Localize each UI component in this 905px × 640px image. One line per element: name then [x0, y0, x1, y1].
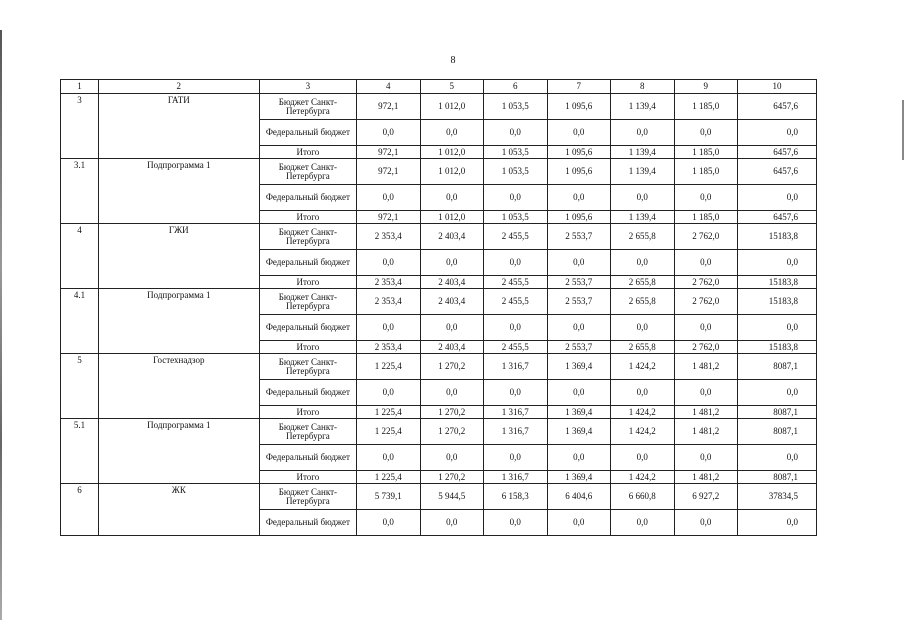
- year-value: 0,0: [674, 185, 738, 211]
- year-value: 2 455,5: [484, 289, 548, 315]
- year-value: 1 270,2: [420, 406, 484, 419]
- year-value: 972,1: [357, 211, 421, 224]
- table-row: [61, 289, 817, 315]
- column-header: 6: [484, 80, 548, 94]
- year-value: 1 139,4: [611, 211, 675, 224]
- year-value: 6 158,3: [484, 484, 548, 510]
- year-value: 0,0: [547, 185, 611, 211]
- year-value: 1 369,4: [547, 471, 611, 484]
- year-value: 2 353,4: [357, 289, 421, 315]
- organization-name: Подпрограмма 1: [98, 159, 259, 224]
- year-value: 2 655,8: [611, 224, 675, 250]
- total-value: 15183,8: [738, 341, 817, 354]
- year-value: 1 012,0: [420, 146, 484, 159]
- year-value: 0,0: [484, 445, 548, 471]
- table-row: [61, 159, 817, 185]
- total-value: 0,0: [738, 510, 817, 536]
- year-value: 0,0: [484, 250, 548, 276]
- year-value: 1 095,6: [547, 211, 611, 224]
- year-value: 2 762,0: [674, 224, 738, 250]
- row-number: 5.1: [61, 419, 99, 484]
- year-value: 1 095,6: [547, 146, 611, 159]
- total-value: 6457,6: [738, 159, 817, 185]
- funding-source: Итого: [259, 146, 356, 159]
- row-number: 3: [61, 94, 99, 159]
- year-value: 1 053,5: [484, 146, 548, 159]
- year-value: 2 655,8: [611, 276, 675, 289]
- year-value: 1 185,0: [674, 159, 738, 185]
- year-value: 1 012,0: [420, 159, 484, 185]
- scan-edge-left: [0, 30, 2, 620]
- funding-source: Бюджет Санкт-Петербурга: [259, 484, 356, 510]
- year-value: 0,0: [420, 510, 484, 536]
- table-row: [61, 484, 817, 510]
- organization-name: ГЖИ: [98, 224, 259, 289]
- year-value: 1 095,6: [547, 159, 611, 185]
- year-value: 0,0: [420, 380, 484, 406]
- year-value: 2 455,5: [484, 341, 548, 354]
- year-value: 2 403,4: [420, 289, 484, 315]
- table-row: [61, 224, 817, 250]
- funding-source: Федеральный бюджет: [259, 380, 356, 406]
- row-number: 4.1: [61, 289, 99, 354]
- year-value: 0,0: [547, 380, 611, 406]
- year-value: 0,0: [547, 120, 611, 146]
- year-value: 2 455,5: [484, 224, 548, 250]
- table-row: [61, 419, 817, 445]
- year-value: 1 185,0: [674, 146, 738, 159]
- year-value: 0,0: [357, 445, 421, 471]
- year-value: 1 139,4: [611, 146, 675, 159]
- year-value: 1 481,2: [674, 354, 738, 380]
- header-row: [61, 80, 817, 94]
- year-value: 0,0: [420, 445, 484, 471]
- row-number: 6: [61, 484, 99, 536]
- row-number: 5: [61, 354, 99, 419]
- year-value: 1 316,7: [484, 354, 548, 380]
- year-value: 5 739,1: [357, 484, 421, 510]
- year-value: 0,0: [674, 250, 738, 276]
- year-value: 2 655,8: [611, 341, 675, 354]
- total-value: 0,0: [738, 250, 817, 276]
- funding-source: Федеральный бюджет: [259, 445, 356, 471]
- year-value: 0,0: [484, 315, 548, 341]
- funding-source: Федеральный бюджет: [259, 315, 356, 341]
- page-number: 8: [450, 55, 456, 66]
- total-value: 8087,1: [738, 354, 817, 380]
- year-value: 1 369,4: [547, 419, 611, 445]
- year-value: 1 225,4: [357, 354, 421, 380]
- year-value: 1 225,4: [357, 419, 421, 445]
- year-value: 2 553,7: [547, 289, 611, 315]
- year-value: 1 481,2: [674, 419, 738, 445]
- year-value: 6 927,2: [674, 484, 738, 510]
- total-value: 0,0: [738, 185, 817, 211]
- year-value: 0,0: [547, 315, 611, 341]
- year-value: 1 316,7: [484, 419, 548, 445]
- year-value: 972,1: [357, 146, 421, 159]
- total-value: 6457,6: [738, 94, 817, 120]
- funding-source: Бюджет Санкт-Петербурга: [259, 224, 356, 250]
- funding-source: Бюджет Санкт-Петербурга: [259, 94, 356, 120]
- year-value: 0,0: [611, 380, 675, 406]
- year-value: 1 270,2: [420, 471, 484, 484]
- year-value: 2 553,7: [547, 341, 611, 354]
- column-header: 9: [674, 80, 738, 94]
- year-value: 6 660,8: [611, 484, 675, 510]
- year-value: 1 424,2: [611, 471, 675, 484]
- column-header: 8: [611, 80, 675, 94]
- row-number: 4: [61, 224, 99, 289]
- total-value: 15183,8: [738, 289, 817, 315]
- year-value: 1 185,0: [674, 94, 738, 120]
- funding-source: Итого: [259, 471, 356, 484]
- year-value: 0,0: [420, 120, 484, 146]
- year-value: 0,0: [484, 380, 548, 406]
- year-value: 2 762,0: [674, 341, 738, 354]
- year-value: 1 139,4: [611, 94, 675, 120]
- funding-source: Федеральный бюджет: [259, 185, 356, 211]
- year-value: 1 481,2: [674, 471, 738, 484]
- year-value: 1 270,2: [420, 419, 484, 445]
- total-value: 37834,5: [738, 484, 817, 510]
- funding-source: Бюджет Санкт-Петербурга: [259, 354, 356, 380]
- year-value: 1 053,5: [484, 211, 548, 224]
- year-value: 0,0: [547, 250, 611, 276]
- year-value: 2 455,5: [484, 276, 548, 289]
- year-value: 0,0: [357, 250, 421, 276]
- year-value: 972,1: [357, 159, 421, 185]
- budget-table: [60, 79, 817, 536]
- year-value: 1 185,0: [674, 211, 738, 224]
- total-value: 8087,1: [738, 419, 817, 445]
- funding-source: Итого: [259, 211, 356, 224]
- year-value: 2 655,8: [611, 289, 675, 315]
- year-value: 1 139,4: [611, 159, 675, 185]
- year-value: 1 225,4: [357, 406, 421, 419]
- year-value: 2 403,4: [420, 341, 484, 354]
- year-value: 0,0: [357, 315, 421, 341]
- table-body: [61, 80, 817, 536]
- year-value: 2 553,7: [547, 224, 611, 250]
- row-number: 3.1: [61, 159, 99, 224]
- year-value: 2 553,7: [547, 276, 611, 289]
- funding-source: Итого: [259, 406, 356, 419]
- year-value: 0,0: [674, 315, 738, 341]
- year-value: 0,0: [674, 510, 738, 536]
- total-value: 0,0: [738, 380, 817, 406]
- organization-name: Гостехнадзор: [98, 354, 259, 419]
- column-header: 2: [98, 80, 259, 94]
- year-value: 1 481,2: [674, 406, 738, 419]
- year-value: 0,0: [420, 185, 484, 211]
- year-value: 972,1: [357, 94, 421, 120]
- year-value: 2 403,4: [420, 276, 484, 289]
- year-value: 0,0: [357, 510, 421, 536]
- scan-edge-right: [902, 100, 904, 160]
- table-row: [61, 94, 817, 120]
- organization-name: ГАТИ: [98, 94, 259, 159]
- year-value: 1 053,5: [484, 159, 548, 185]
- column-header: 5: [420, 80, 484, 94]
- year-value: 1 225,4: [357, 471, 421, 484]
- year-value: 0,0: [674, 445, 738, 471]
- year-value: 1 316,7: [484, 471, 548, 484]
- year-value: 1 424,2: [611, 354, 675, 380]
- year-value: 0,0: [674, 380, 738, 406]
- total-value: 15183,8: [738, 224, 817, 250]
- funding-source: Бюджет Санкт-Петербурга: [259, 419, 356, 445]
- year-value: 2 762,0: [674, 276, 738, 289]
- year-value: 0,0: [420, 315, 484, 341]
- year-value: 6 404,6: [547, 484, 611, 510]
- year-value: 1 424,2: [611, 419, 675, 445]
- total-value: 0,0: [738, 445, 817, 471]
- year-value: 0,0: [420, 250, 484, 276]
- funding-source: Федеральный бюджет: [259, 510, 356, 536]
- year-value: 0,0: [484, 120, 548, 146]
- year-value: 2 403,4: [420, 224, 484, 250]
- table-row: [61, 354, 817, 380]
- year-value: 1 369,4: [547, 406, 611, 419]
- year-value: 0,0: [547, 445, 611, 471]
- year-value: 0,0: [674, 120, 738, 146]
- organization-name: Подпрограмма 1: [98, 419, 259, 484]
- year-value: 2 762,0: [674, 289, 738, 315]
- column-header: 10: [738, 80, 817, 94]
- total-value: 8087,1: [738, 406, 817, 419]
- total-value: 0,0: [738, 315, 817, 341]
- year-value: 1 316,7: [484, 406, 548, 419]
- total-value: 15183,8: [738, 276, 817, 289]
- total-value: 0,0: [738, 120, 817, 146]
- year-value: 1 012,0: [420, 94, 484, 120]
- year-value: 2 353,4: [357, 224, 421, 250]
- year-value: 2 353,4: [357, 276, 421, 289]
- column-header: 4: [357, 80, 421, 94]
- year-value: 1 053,5: [484, 94, 548, 120]
- year-value: 2 353,4: [357, 341, 421, 354]
- funding-source: Бюджет Санкт-Петербурга: [259, 159, 356, 185]
- year-value: 1 012,0: [420, 211, 484, 224]
- funding-source: Федеральный бюджет: [259, 120, 356, 146]
- year-value: 0,0: [357, 380, 421, 406]
- column-header: 7: [547, 80, 611, 94]
- year-value: 0,0: [611, 510, 675, 536]
- year-value: 0,0: [484, 510, 548, 536]
- year-value: 0,0: [611, 185, 675, 211]
- year-value: 5 944,5: [420, 484, 484, 510]
- organization-name: ЖК: [98, 484, 259, 536]
- column-header: 1: [61, 80, 99, 94]
- year-value: 0,0: [611, 250, 675, 276]
- funding-source: Итого: [259, 341, 356, 354]
- year-value: 0,0: [611, 120, 675, 146]
- total-value: 6457,6: [738, 146, 817, 159]
- year-value: 0,0: [611, 445, 675, 471]
- organization-name: Подпрограмма 1: [98, 289, 259, 354]
- funding-source: Бюджет Санкт-Петербурга: [259, 289, 356, 315]
- year-value: 0,0: [611, 315, 675, 341]
- total-value: 8087,1: [738, 471, 817, 484]
- year-value: 0,0: [357, 120, 421, 146]
- year-value: 1 270,2: [420, 354, 484, 380]
- total-value: 6457,6: [738, 211, 817, 224]
- column-header: 3: [259, 80, 356, 94]
- year-value: 1 369,4: [547, 354, 611, 380]
- funding-source: Федеральный бюджет: [259, 250, 356, 276]
- year-value: 0,0: [547, 510, 611, 536]
- year-value: 0,0: [357, 185, 421, 211]
- year-value: 0,0: [484, 185, 548, 211]
- year-value: 1 424,2: [611, 406, 675, 419]
- funding-source: Итого: [259, 276, 356, 289]
- year-value: 1 095,6: [547, 94, 611, 120]
